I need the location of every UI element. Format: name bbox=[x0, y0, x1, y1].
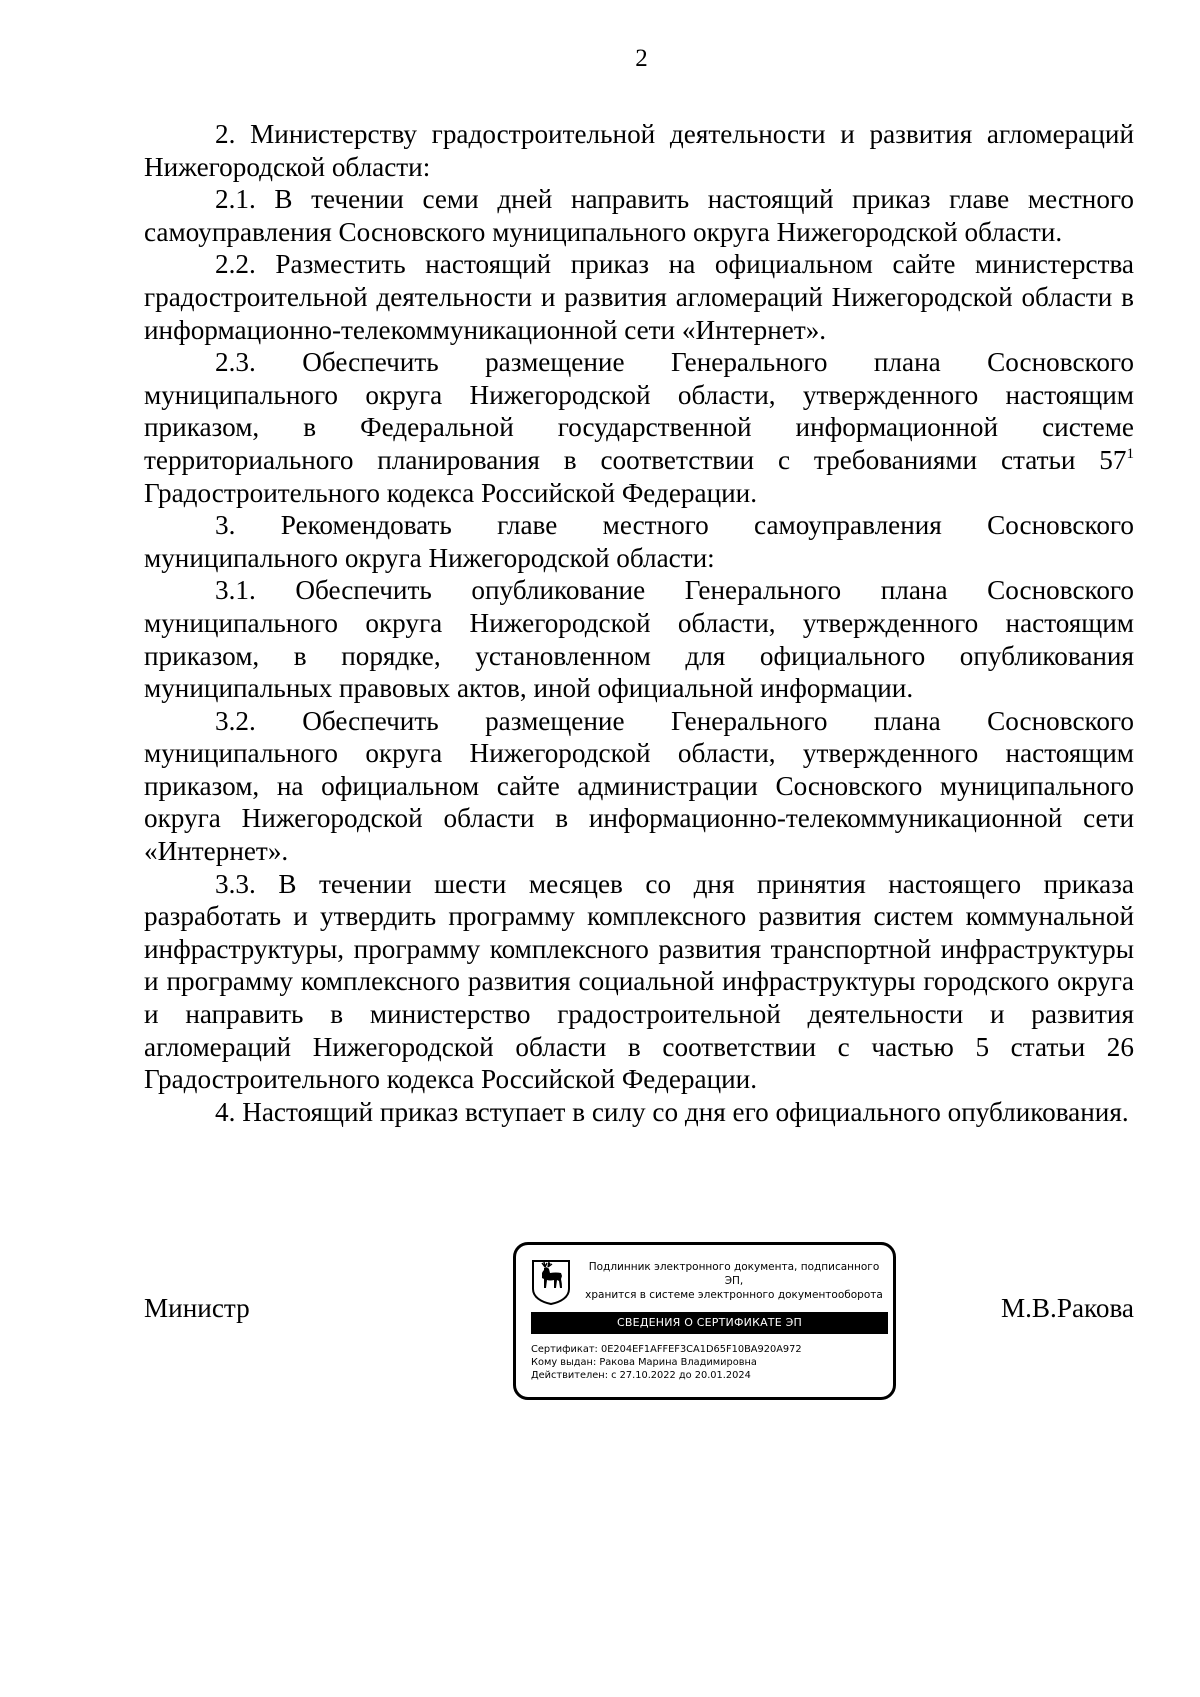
signer-name: М.В.Ракова bbox=[1000, 1293, 1134, 1323]
certificate-label: Сертификат: bbox=[531, 1344, 598, 1355]
paragraph-3-3: 3.3. В течении шести месяцев со дня принятия настоящего приказа разработать и утвердить программу комплексного развития систем коммунальной инфраструктуры, программу комплексного развития транспортной инфраструктуры и программу комплексного развития социальной инфраструктуры городского округа и направить в министерство градостроительной деятельности и развития агломераций Нижегородской области в соответствии с частью 5 статьи 26 Градостроительного кодекса Российской Федерации. bbox=[144, 868, 1134, 1095]
certificate-details bbox=[531, 1343, 891, 1382]
electronic-signature-stamp bbox=[513, 1242, 896, 1400]
paragraph-3: 3. Рекомендовать главе местного самоуправления Сосновского муниципального округа Нижегородской области: bbox=[144, 510, 1134, 573]
owner-row bbox=[531, 1356, 891, 1369]
paragraph-2-2: 2.2. Разместить настоящий приказ на официальном сайте министерства градостроительной деятельности и развития агломераций Нижегородской области в информационно-телекоммуникационной сети «Интернет». bbox=[144, 249, 1134, 345]
deer-coat-of-arms-icon bbox=[531, 1259, 571, 1305]
article-superscript: 1 bbox=[1126, 445, 1134, 462]
stamp-notice-line: Подлинник электронного документа, подписанного ЭП, bbox=[588, 1261, 880, 1287]
signer-position: Министр bbox=[144, 1293, 250, 1323]
paragraph-2-1: 2.1. В течении семи дней направить настоящий приказ главе местного самоуправления Сосновского муниципального округа Нижегородской области. bbox=[144, 184, 1134, 247]
owner-label: Кому выдан: bbox=[531, 1357, 597, 1368]
owner-value: Ракова Марина Владимировна bbox=[599, 1357, 757, 1368]
paragraph-2-3-tail: Градостроительного кодекса Российской Федерации. bbox=[144, 477, 758, 508]
order-body bbox=[144, 118, 1134, 1128]
validity-row bbox=[531, 1369, 891, 1382]
paragraph-3-2: 3.2. Обеспечить размещение Генерального плана Сосновского муниципального округа Нижегородской области, утвержденного настоящим приказом, на официальном сайте администрации Сосновского муниципального округа Нижегородской области в информационно-телекоммуникационной сети «Интернет». bbox=[144, 705, 1134, 867]
paragraph-4: 4. Настоящий приказ вступает в силу со дня его официального опубликования. bbox=[215, 1096, 1129, 1127]
validity-value: с 27.10.2022 до 20.01.2024 bbox=[611, 1370, 751, 1381]
page-number: 2 bbox=[635, 45, 648, 72]
certificate-value: 0E204EF1AFFEF3CA1D65F10BA920A972 bbox=[600, 1344, 802, 1355]
validity-label: Действителен: bbox=[531, 1370, 609, 1381]
paragraph-2-3-text: 2.3. Обеспечить размещение Генерального плана Сосновского муниципального округа Нижегородской области, утвержденного настоящим приказом, в Федеральной государственной информационной системе территориального планирования в соответствии с требованиями статьи 57 bbox=[144, 347, 1134, 475]
certificate-row bbox=[531, 1343, 891, 1356]
paragraph-2: 2. Министерству градостроительной деятельности и развития агломераций Нижегородской области: bbox=[144, 119, 1134, 182]
stamp-notice-line: хранится в системе электронного документооборота bbox=[585, 1289, 883, 1301]
stamp-notice bbox=[578, 1260, 890, 1302]
paragraph-2-3 bbox=[144, 346, 1134, 509]
stamp-header: СВЕДЕНИЯ О СЕРТИФИКАТЕ ЭП bbox=[531, 1312, 888, 1334]
paragraph-3-1: 3.1. Обеспечить опубликование Генерального плана Сосновского муниципального округа Нижегородской области, утвержденного настоящим приказом, в порядке, установленном для официального опубликования муниципальных правовых актов, иной официальной информации. bbox=[144, 575, 1134, 704]
